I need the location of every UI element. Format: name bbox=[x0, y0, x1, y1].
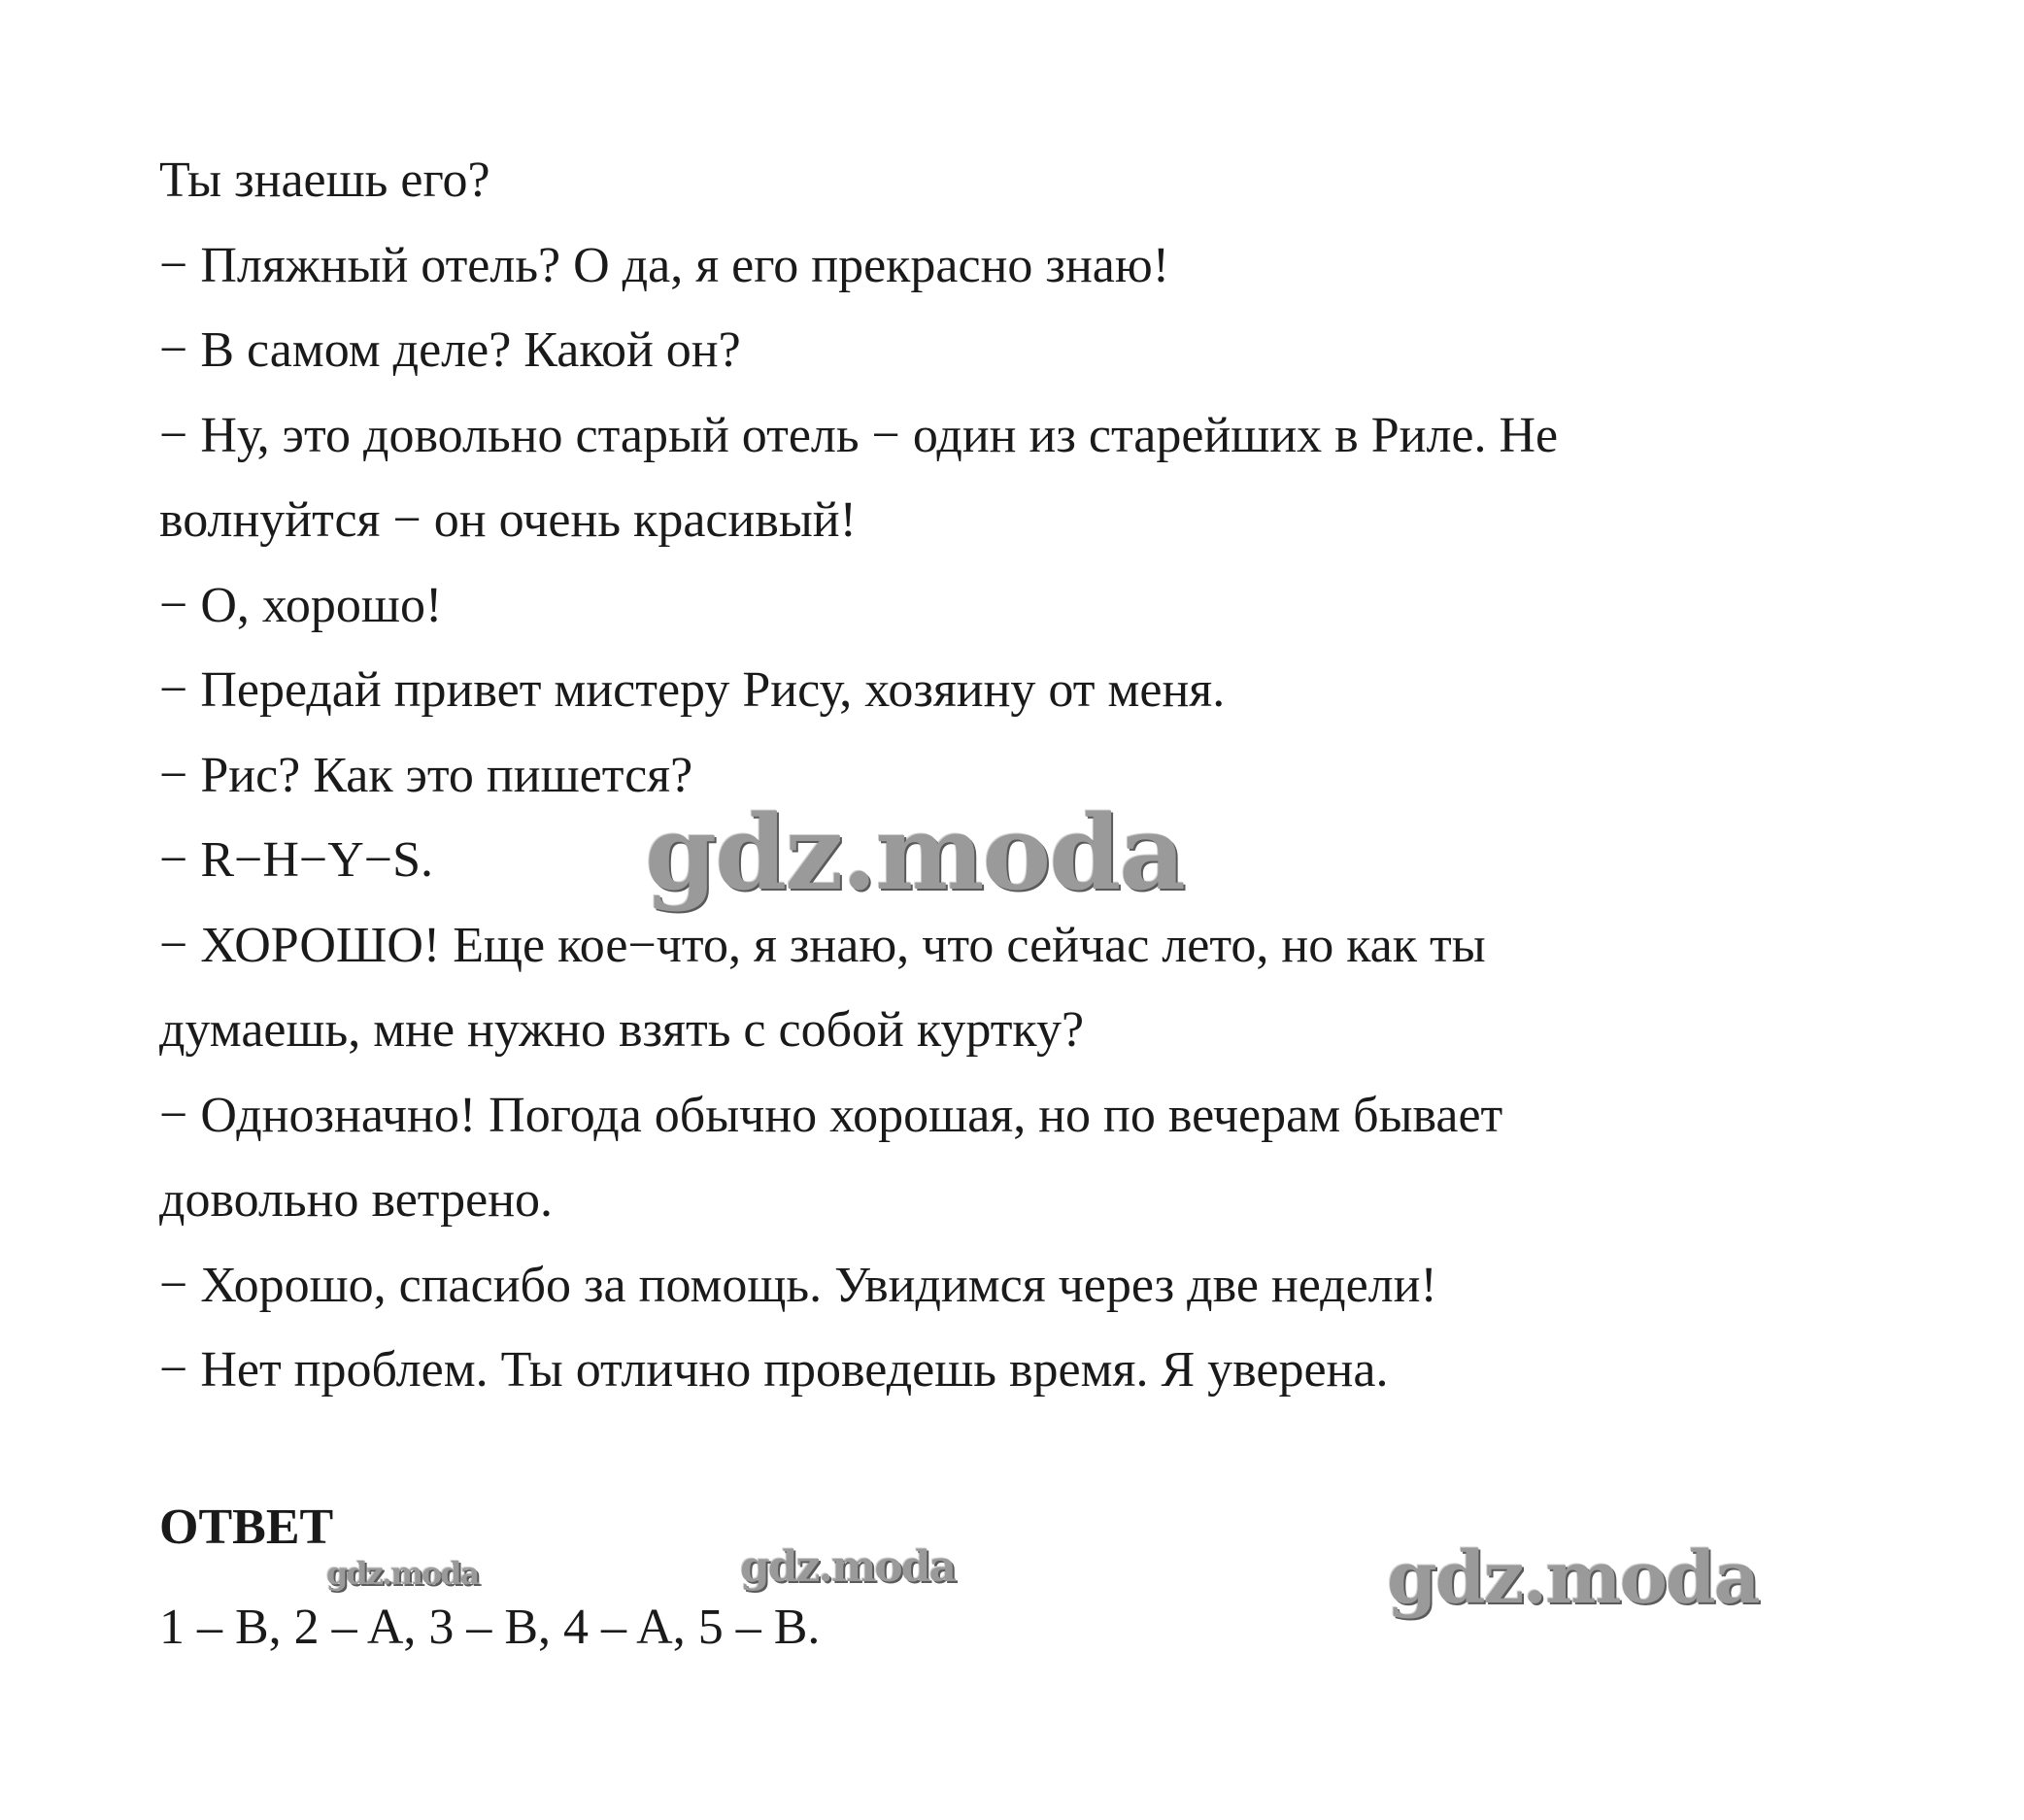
dialogue-line-8: − Рис? Как это пишется? bbox=[159, 747, 693, 803]
dialogue-line-15: − Нет проблем. Ты отлично проведешь время. Я уверена. bbox=[159, 1342, 1389, 1398]
dialogue-line-12: − Однозначно! Погода обычно хорошая, но по вечерам бывает bbox=[159, 1087, 1503, 1143]
dialogue-line-13: довольно ветрено. bbox=[159, 1172, 554, 1228]
dialogue-line-10: − ХОРОШО! Еще кое−что, я знаю, что сейчас лето, но как ты bbox=[159, 917, 1486, 973]
watermark-logo-large: gdz.moda bbox=[645, 792, 1184, 913]
dialogue-line-11: думаешь, мне нужно взять с собой куртку? bbox=[159, 1002, 1085, 1058]
dialogue-line-2: − Пляжный отель? О да, я его прекрасно знаю! bbox=[159, 237, 1170, 293]
answer-heading: ОТВЕТ bbox=[159, 1500, 334, 1555]
dialogue-line-6: − О, хорошо! bbox=[159, 577, 443, 633]
watermark-logo-mid: gdz.moda bbox=[740, 1542, 956, 1592]
dialogue-line-14: − Хорошо, спасибо за помощь. Увидимся через две недели! bbox=[159, 1257, 1437, 1313]
dialogue-line-4: − Ну, это довольно старый отель − один из старейших в Риле. Не bbox=[159, 407, 1559, 463]
watermark-logo-right: gdz.moda bbox=[1387, 1536, 1759, 1620]
answer-section bbox=[159, 1494, 1325, 1659]
dialogue-line-5: волнуйтся − он очень красивый! bbox=[159, 492, 857, 548]
dialogue-line-9: − R−H−Y−S. bbox=[159, 832, 434, 888]
dialogue-line-7: − Передай привет мистеру Рису, хозяину от меня. bbox=[159, 662, 1226, 718]
dialogue-text bbox=[159, 138, 1869, 1413]
watermark-logo-small: gdz.moda bbox=[326, 1555, 479, 1592]
dialogue-line-3: − В самом деле? Какой он? bbox=[159, 322, 741, 378]
dialogue-line-1: Ты знаешь его? bbox=[159, 152, 490, 208]
answer-text: 1 – B, 2 – A, 3 – B, 4 – A, 5 – B. bbox=[159, 1600, 821, 1655]
